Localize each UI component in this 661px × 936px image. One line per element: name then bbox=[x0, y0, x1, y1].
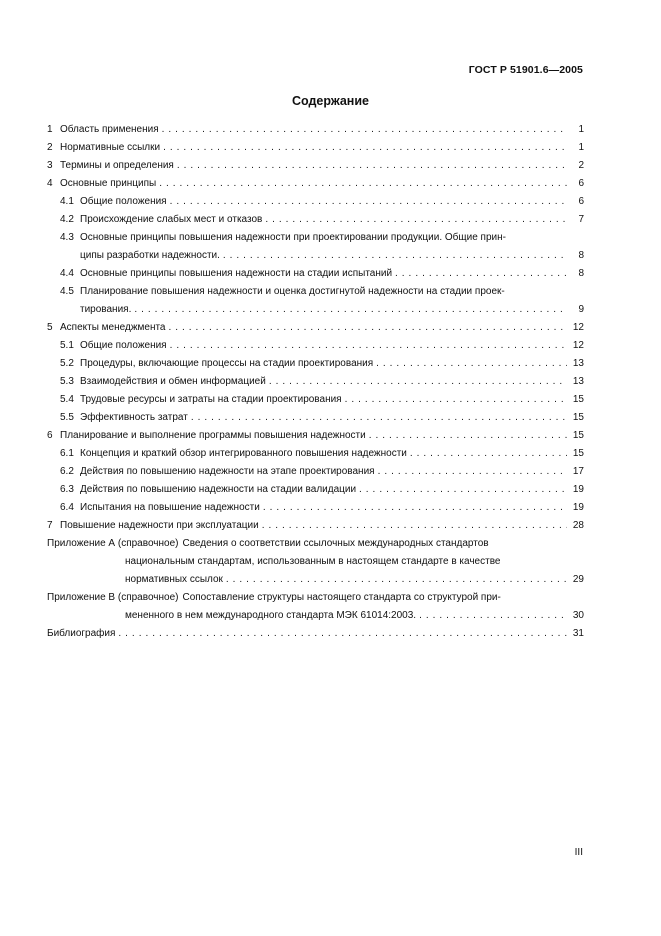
toc-subentry[interactable] bbox=[47, 409, 584, 427]
toc-entry[interactable] bbox=[47, 175, 584, 193]
toc-number: 3 bbox=[47, 160, 53, 171]
toc-page: 1 bbox=[578, 142, 584, 153]
toc-appendix-continuation[interactable] bbox=[47, 607, 584, 625]
toc-leader bbox=[134, 301, 567, 319]
toc-leader bbox=[345, 391, 567, 409]
toc-number: 4.3 bbox=[60, 232, 74, 243]
toc-title: Планирование повышения надежности и оценка достигнутой надежности на стадии проек- bbox=[80, 286, 505, 297]
toc-number: 5.3 bbox=[60, 376, 74, 387]
toc-leader bbox=[169, 319, 568, 337]
toc-page: 15 bbox=[572, 448, 584, 459]
toc-page: 6 bbox=[578, 196, 584, 207]
toc-number: 2 bbox=[47, 142, 53, 153]
toc-leader bbox=[191, 409, 567, 427]
toc-number: 4.4 bbox=[60, 268, 74, 279]
toc-subentry[interactable] bbox=[47, 229, 584, 247]
toc-page: 7 bbox=[578, 214, 584, 225]
toc-leader bbox=[159, 175, 567, 193]
toc-subentry[interactable] bbox=[47, 499, 584, 517]
toc-number: 1 bbox=[47, 124, 53, 135]
toc-leader bbox=[226, 571, 567, 589]
toc-leader bbox=[162, 121, 567, 139]
toc-number: 6.3 bbox=[60, 484, 74, 495]
toc-subentry-continuation[interactable] bbox=[47, 247, 584, 265]
toc-number: 6.2 bbox=[60, 466, 74, 477]
toc-entry-bibliography[interactable] bbox=[47, 625, 584, 643]
toc-leader bbox=[177, 157, 567, 175]
toc-number: 5 bbox=[47, 322, 53, 333]
toc-subentry[interactable] bbox=[47, 355, 584, 373]
toc-title: Аспекты менеджмента bbox=[60, 322, 166, 333]
toc-page: 15 bbox=[572, 412, 584, 423]
toc-subentry[interactable] bbox=[47, 391, 584, 409]
toc-leader bbox=[263, 499, 567, 517]
toc-number: 5.5 bbox=[60, 412, 74, 423]
toc-title: Повышение надежности при эксплуатации bbox=[60, 520, 259, 531]
toc-number: 6.1 bbox=[60, 448, 74, 459]
toc-subentry[interactable] bbox=[47, 337, 584, 355]
toc-page: 19 bbox=[572, 502, 584, 513]
toc-page: 19 bbox=[572, 484, 584, 495]
toc-number: 4.1 bbox=[60, 196, 74, 207]
toc-title: Концепция и краткий обзор интегрированного повышения надежности bbox=[80, 448, 407, 459]
toc-leader bbox=[170, 193, 567, 211]
toc-leader bbox=[265, 211, 567, 229]
toc-title: Действия по повышению надежности на этапе проектирования bbox=[80, 466, 375, 477]
toc-number: 4.5 bbox=[60, 286, 74, 297]
toc-subentry[interactable] bbox=[47, 445, 584, 463]
toc-leader bbox=[262, 517, 567, 535]
toc-number: 5.1 bbox=[60, 340, 74, 351]
toc-page: 15 bbox=[572, 394, 584, 405]
page-number: III bbox=[574, 847, 583, 858]
toc-entry[interactable] bbox=[47, 121, 584, 139]
toc-title: Происхождение слабых мест и отказов bbox=[80, 214, 263, 225]
toc-leader bbox=[376, 355, 567, 373]
toc-subentry[interactable] bbox=[47, 481, 584, 499]
page-title: Содержание bbox=[291, 94, 369, 108]
toc-title: нормативных ссылок bbox=[125, 574, 223, 585]
toc-leader bbox=[359, 481, 567, 499]
toc-page: 15 bbox=[572, 430, 584, 441]
toc-page: 2 bbox=[578, 160, 584, 171]
toc-title: Основные принципы повышения надежности при проектировании продукции. Общие прин- bbox=[80, 232, 506, 243]
toc-leader bbox=[269, 373, 567, 391]
toc-number: 7 bbox=[47, 520, 53, 531]
toc-leader bbox=[223, 247, 567, 265]
toc-page: 12 bbox=[572, 340, 584, 351]
document-id: ГОСТ Р 51901.6—2005 bbox=[468, 64, 583, 76]
toc-title: Нормативные ссылки bbox=[60, 142, 161, 153]
toc-appendix-continuation[interactable] bbox=[47, 553, 584, 571]
toc-leader bbox=[419, 607, 567, 625]
toc-number: 4 bbox=[47, 178, 53, 189]
toc-page: 29 bbox=[572, 574, 584, 585]
toc-leader bbox=[378, 463, 567, 481]
toc-title: Взаимодействия и обмен информацией bbox=[80, 376, 266, 387]
toc-page: 17 bbox=[572, 466, 584, 477]
toc-leader bbox=[170, 337, 567, 355]
toc-appendix-entry[interactable] bbox=[47, 589, 584, 607]
toc-page: 13 bbox=[572, 376, 584, 387]
toc-page: 12 bbox=[572, 322, 584, 333]
toc-title: Термины и определения bbox=[60, 160, 174, 171]
toc-page: 31 bbox=[572, 628, 584, 639]
toc-entry[interactable] bbox=[47, 427, 584, 445]
toc-leader bbox=[410, 445, 567, 463]
toc-subentry[interactable] bbox=[47, 283, 584, 301]
toc-number: 6 bbox=[47, 430, 53, 441]
toc-title: Общие положения bbox=[80, 340, 167, 351]
appendix-label: Приложение А (справочное) bbox=[47, 538, 179, 549]
toc-page: 28 bbox=[572, 520, 584, 531]
toc-leader bbox=[369, 427, 567, 445]
toc-title: национальным стандартам, использованным в настоящем стандарте в качестве bbox=[125, 556, 501, 567]
toc-leader bbox=[395, 265, 567, 283]
toc-appendix-entry[interactable] bbox=[47, 535, 584, 553]
toc-entry[interactable] bbox=[47, 319, 584, 337]
toc-title: Трудовые ресурсы и затраты на стадии проектирования bbox=[80, 394, 342, 405]
toc-title: Область применения bbox=[60, 124, 159, 135]
toc-subentry[interactable] bbox=[47, 373, 584, 391]
toc-entry[interactable] bbox=[47, 157, 584, 175]
toc-title: ципы разработки надежности. bbox=[80, 250, 220, 261]
toc-title: Основные принципы bbox=[60, 178, 157, 189]
toc-title: Действия по повышению надежности на стадии валидации bbox=[80, 484, 357, 495]
toc-number: 4.2 bbox=[60, 214, 74, 225]
toc-title: Общие положения bbox=[80, 196, 167, 207]
toc-entry[interactable] bbox=[47, 517, 584, 535]
toc-title: Эффективность затрат bbox=[80, 412, 188, 423]
toc-number: 6.4 bbox=[60, 502, 74, 513]
toc-title: Основные принципы повышения надежности на стадии испытаний bbox=[80, 268, 393, 279]
appendix-label: Приложение В (справочное) bbox=[47, 592, 179, 603]
table-of-contents bbox=[47, 121, 584, 643]
toc-entry[interactable] bbox=[47, 139, 584, 157]
toc-subentry[interactable] bbox=[47, 463, 584, 481]
toc-appendix-continuation[interactable] bbox=[47, 571, 584, 589]
toc-title: Сведения о соответствии ссылочных международных стандартов bbox=[182, 538, 489, 549]
toc-subentry-continuation[interactable] bbox=[47, 301, 584, 319]
toc-subentry[interactable] bbox=[47, 265, 584, 283]
toc-page: 1 bbox=[578, 124, 584, 135]
toc-title: Сопоставление структуры настоящего стандарта со структурой при- bbox=[182, 592, 501, 603]
toc-title: Планирование и выполнение программы повышения надежности bbox=[60, 430, 366, 441]
toc-title: Процедуры, включающие процессы на стадии проектирования bbox=[80, 358, 374, 369]
toc-page: 8 bbox=[578, 250, 584, 261]
toc-page: 6 bbox=[578, 178, 584, 189]
toc-page: 9 bbox=[578, 304, 584, 315]
toc-title: тирования. bbox=[80, 304, 132, 315]
toc-title: Библиография bbox=[47, 628, 116, 639]
toc-title: мененного в нем международного стандарта МЭК 61014:2003. bbox=[125, 610, 417, 621]
toc-page: 30 bbox=[572, 610, 584, 621]
toc-subentry[interactable] bbox=[47, 193, 584, 211]
toc-subentry[interactable] bbox=[47, 211, 584, 229]
toc-page: 8 bbox=[578, 268, 584, 279]
toc-number: 5.4 bbox=[60, 394, 74, 405]
toc-leader bbox=[118, 625, 567, 643]
toc-leader bbox=[163, 139, 567, 157]
toc-page: 13 bbox=[572, 358, 584, 369]
toc-title: Испытания на повышение надежности bbox=[80, 502, 260, 513]
toc-number: 5.2 bbox=[60, 358, 74, 369]
